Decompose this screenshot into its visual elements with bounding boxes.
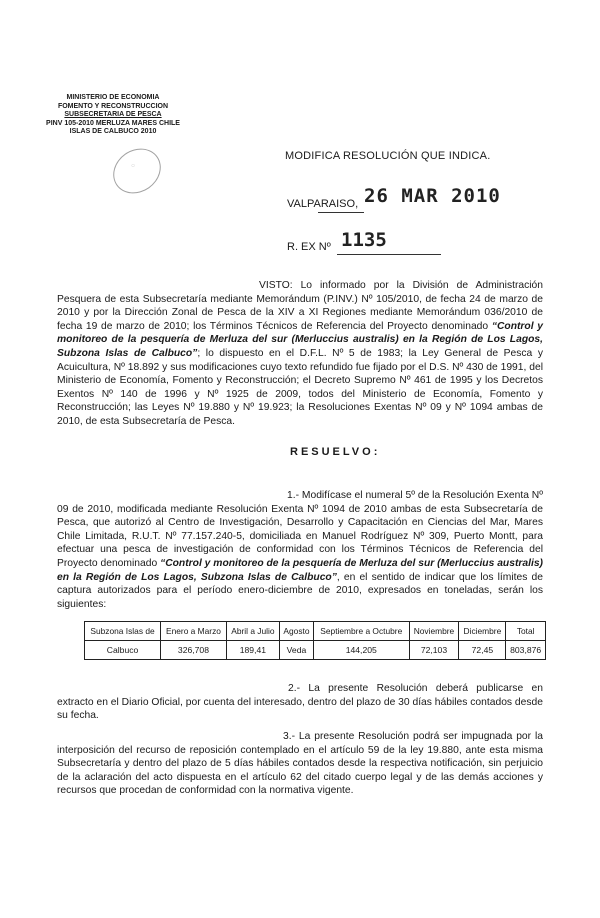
table-cell: 803,876 [506,641,546,660]
rex-label: R. EX Nº [287,241,331,253]
table-header: Diciembre [459,622,506,641]
table-header: Noviembre [409,622,459,641]
table-header-row [85,622,546,641]
visto-label: VISTO: [259,280,293,291]
date-stamp: 26 MAR 2010 [364,185,501,207]
document-title: MODIFICA RESOLUCIÓN QUE INDICA. [285,150,491,162]
table-header: Total [506,622,546,641]
project-name: “Control y monitoreo de la pesquería de Merluza del sur (Merluccius australis) en la Región de Los Lagos, Subzona Islas de Calbuco” [57,320,543,359]
table-header: Septiembre a Octubre [314,622,409,641]
visto-paragraph: VISTO: Lo informado por la División de Administración Pesquera de esta Subsecretaría mediante Memorándum (P.INV.) Nº 105/2010, de fecha 24 de marzo de 2010 y por la Dirección Zonal de Pesca de la XIV a XI Regiones mediante Memorándum 036/2010 de fecha 19 de marzo de 2010; los Términos Técnicos de Referencia del Proyecto denominado “Control y monitoreo de la pesquería de Merluza del sur (Merluccius australis) en la Región de Los Lagos, Subzona Islas de Calbuco”; lo dispuesto en el D.F.L. Nº 5 de 1983; la Ley General de Pesca y Acuicultura, Nº 18.892 y sus modificaciones cuyo texto refundido fue fijado por el D.S. Nº 430 de 1991, del Ministerio de Economía, Fomento y Reconstrucción; el Decreto Supremo Nº 461 de 1995 y los Decretos Exentos Nº 140 de 1996 y Nº 1925 de 2009, todos del Ministerio de Economía, Fomento y Reconstrucción; las Leyes Nº 19.880 y Nº 19.923; la Resoluciones Exentas Nº 09 y Nº 1094 ambas de 2010, de esta Subsecretaría de Pesca. [57,280,544,427]
rex-underline [337,254,441,255]
item-3-paragraph: 3.- La presente Resolución podrá ser impugnada por la interposición del recurso de reposición contemplado en el artículo 59 de la ley 19.880, ante esta misma Subsecretaría y dentro del plazo de 5 días hábiles contados desde la respectiva notificación, sin perjuicio de la aclaración del acto dispuesta en el artículo 62 del citado cuerpo legal y de las demás acciones y recursos que procedan de conformidad con la normativa vigente. [57,731,543,797]
table-row [85,641,546,660]
letterhead-reference-2: ISLAS DE CALBUCO 2010 [69,128,157,136]
letterhead [38,94,188,137]
item-2-paragraph: 2.- La presente Resolución deberá publicarse en extracto en el Diario Oficial, por cuenta del interesado, dentro del plazo de 30 días hábiles contados desde su fecha. [57,683,543,722]
letterhead-ministry-2: FOMENTO Y RECONSTRUCCION [57,102,169,110]
resuelvo-heading: RESUELVO: [290,446,381,458]
table-cell: 326,708 [161,641,227,660]
rex-number: 1135 [341,229,387,251]
project-name: “Control y monitoreo de la pesquería de Merluza del sur (Merluccius australis) en la Región de Los Lagos, Subzona Islas de Calbuco” [57,557,543,583]
letterhead-subsecretaria: SUBSECRETARIA DE PESCA [64,111,162,119]
date-underline [318,212,364,213]
place-label: VALPARAISO, [287,198,359,210]
table-header: Abril a Julio [226,622,279,641]
item-1-paragraph: 1.- Modifícase el numeral 5º de la Resolución Exenta Nº 09 de 2010, modificada mediante Resolución Exenta Nº 1094 de 2010 ambas de esta Subsecretaría de Pesca, que autorizó al Centro de Investigación, Desarrollo y Capacitación en Ciencias del Mar, Mares Chile Limitada, R.U.T. Nº 77.157.240-5, domiciliada en Manuel Rodríguez Nº 309, Puerto Montt, para efectuar una pesca de investigación de conformidad con los Términos Técnicos de Referencia del Proyecto denominado “Control y monitoreo de la pesquería de Merluza del sur (Merluccius australis) en la Región de Los Lagos, Subzona Islas de Calbuco”, en el sentido de indicar que los límites de captura autorizados para el período enero-diciembre de 2010, expresados en toneladas, serán los siguientes: [57,490,543,610]
seal-stamp-icon: ◌ [104,139,169,202]
table-header: Subzona Islas de [85,622,161,641]
table-cell: Veda [279,641,313,660]
table-cell: 189,41 [226,641,279,660]
table-cell: 72,103 [409,641,459,660]
table-header: Enero a Marzo [161,622,227,641]
letterhead-ministry: MINISTERIO DE ECONOMIA [66,94,160,101]
table-header: Agosto [279,622,313,641]
table-cell: Calbuco [85,641,161,660]
letterhead-reference: PINV 105-2010 MERLUZA MARES CHILE [46,119,180,127]
table-cell: 72,45 [459,641,506,660]
table-cell: 144,205 [314,641,409,660]
catch-limits-table [84,621,546,660]
